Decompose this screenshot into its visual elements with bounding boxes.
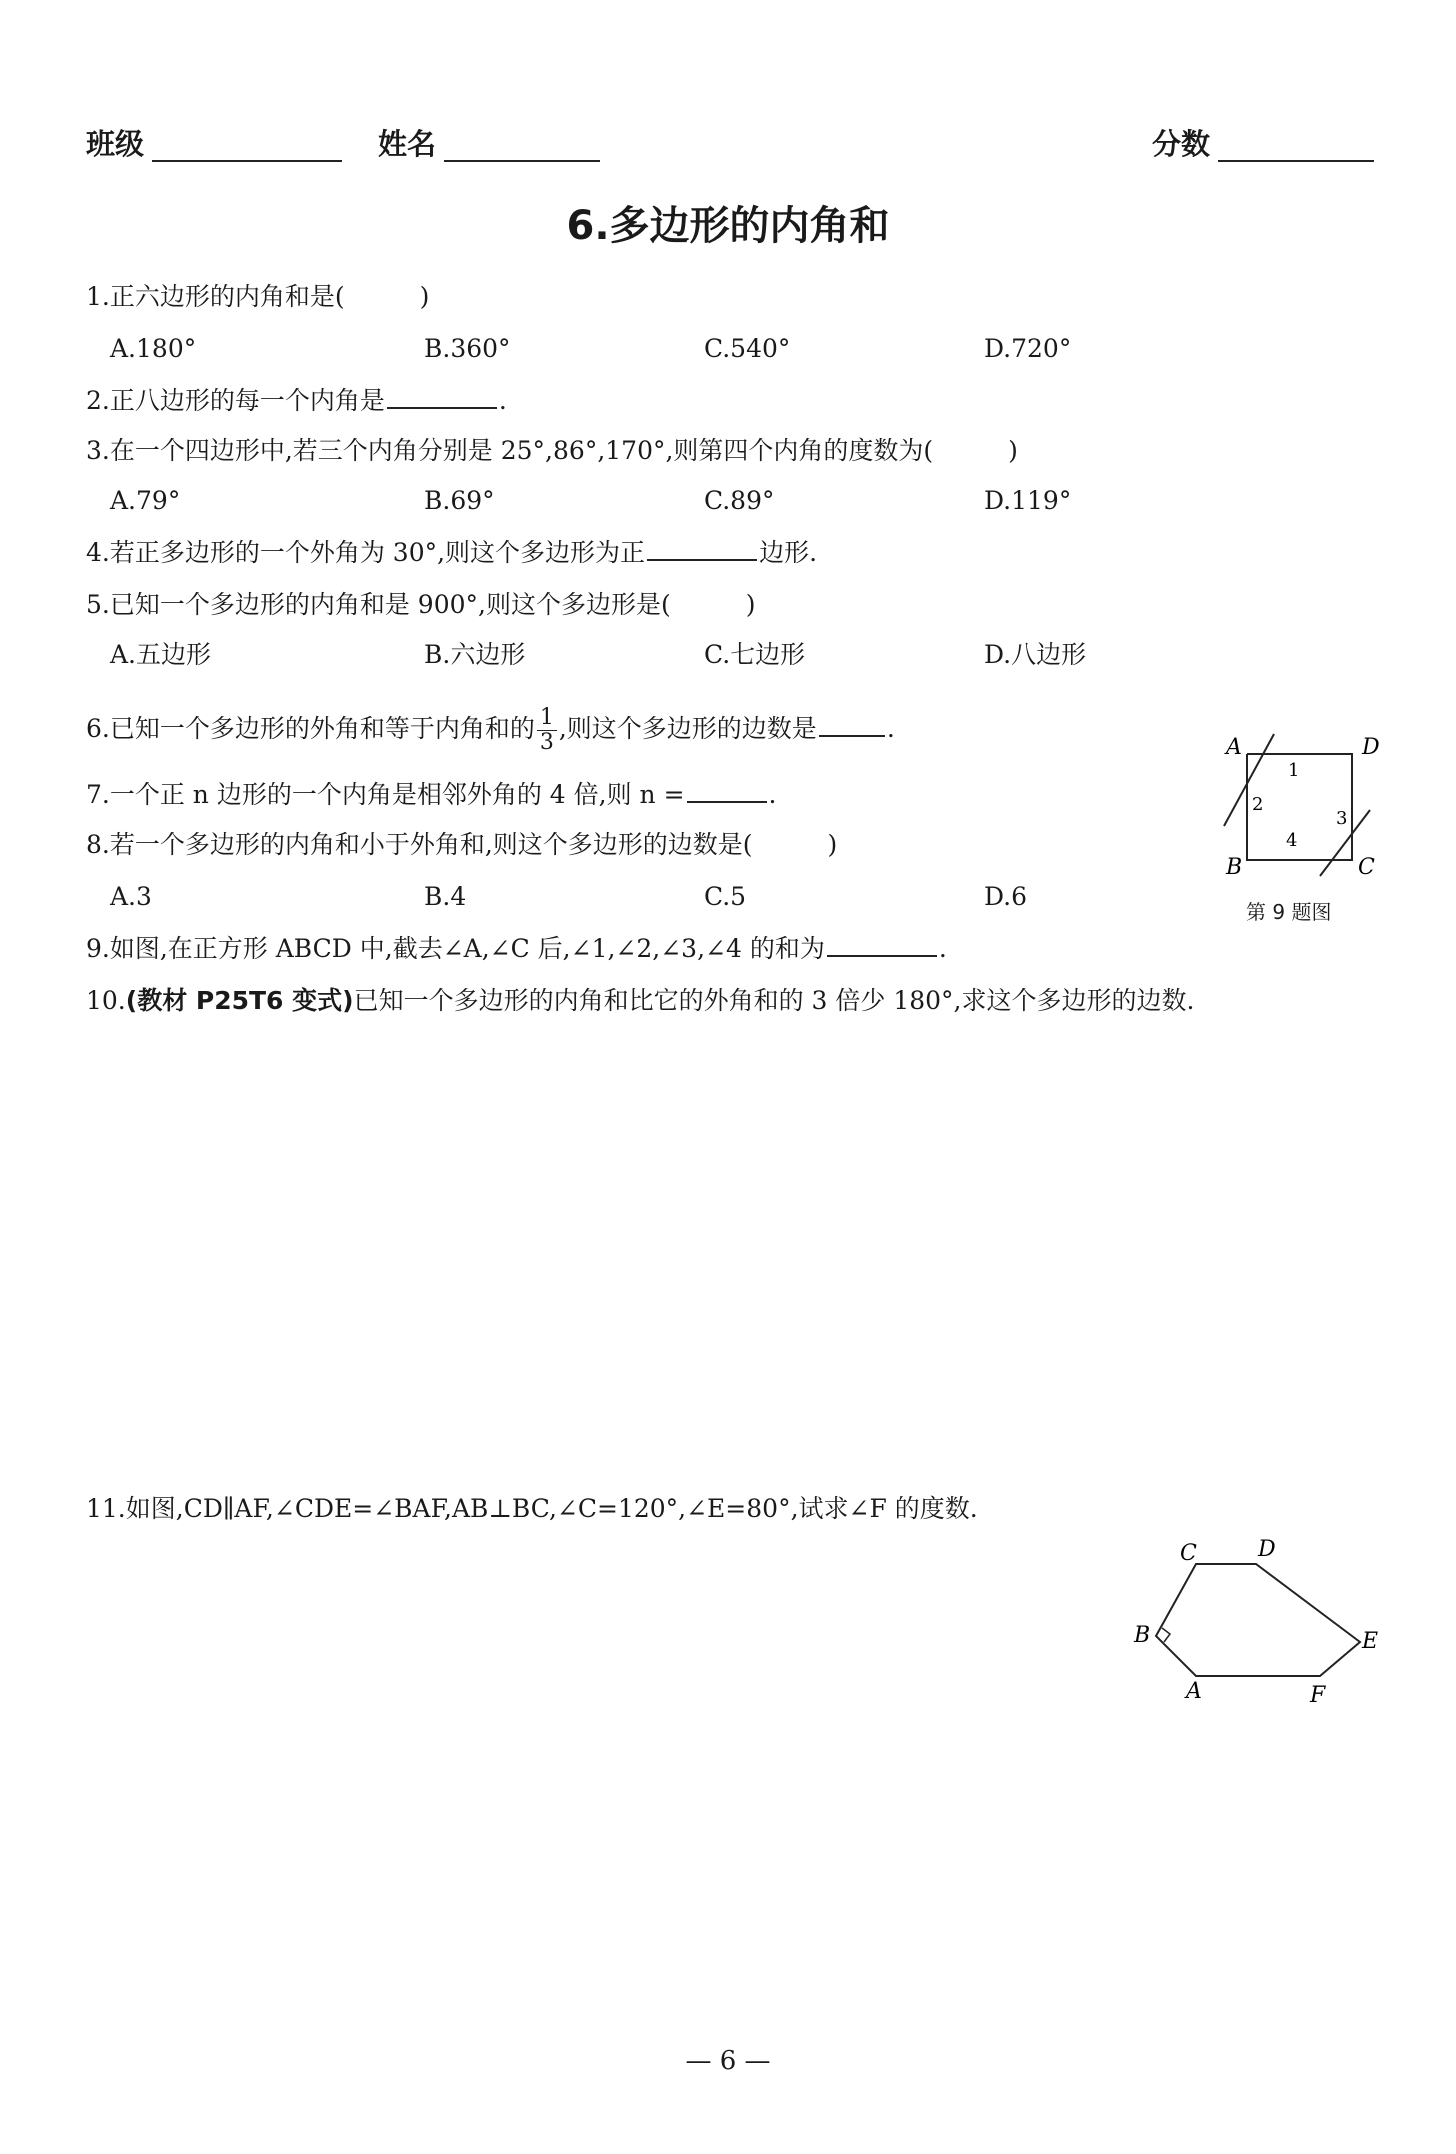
score-label: 分数 (1152, 127, 1211, 161)
q6-frac-denominator: 3 (539, 730, 554, 755)
q8-option-a: A.3 (110, 882, 152, 911)
fig11-right-angle-mark (1162, 1628, 1170, 1642)
question-1: 1.正六边形的内角和是( ) (86, 282, 430, 311)
question-2 (86, 384, 507, 418)
q2-text: 2.正八边形的每一个内角是 (86, 386, 385, 415)
q10-source-tag: (教材 P25T6 变式) (125, 986, 354, 1015)
q5-option-d: D.八边形 (984, 640, 1087, 669)
q9-answer-blank[interactable] (827, 933, 937, 957)
q6-mid: ,则这个多边形的边数是 (558, 714, 817, 743)
q1-option-c: C.540° (704, 334, 791, 363)
question-11: 11.如图,CD∥AF,∠CDE=∠BAF,AB⊥BC,∠C=120°,∠E=80°,试求∠F 的度数. (86, 1494, 978, 1523)
q7-post: . (768, 780, 777, 809)
fig9-angle-2: 2 (1252, 794, 1264, 815)
q10-text: 已知一个多边形的内角和比它的外角和的 3 倍少 180°,求这个多边形的边数. (353, 986, 1195, 1015)
q6-post: . (886, 714, 895, 743)
question-9 (86, 932, 947, 966)
fig11-label-d: D (1258, 1537, 1276, 1562)
question-3: 3.在一个四边形中,若三个内角分别是 25°,86°,170°,则第四个内角的度数为( ) (86, 436, 1018, 465)
q9-text: 9.如图,在正方形 ABCD 中,截去∠A,∠C 后,∠1,∠2,∠3,∠4 的和为 (86, 934, 825, 963)
fig9-label-c: C (1358, 855, 1375, 880)
q6-fraction (537, 706, 557, 755)
q3-option-d: D.119° (984, 486, 1072, 515)
q7-text: 7.一个正 n 边形的一个内角是相邻外角的 4 倍,则 n = (86, 780, 685, 809)
q5-option-c: C.七边形 (704, 640, 806, 669)
figure-11-hexagon-diagram (1126, 1536, 1396, 1706)
q10-prefix: 10. (86, 986, 126, 1015)
fig11-hexagon (1156, 1564, 1360, 1676)
fig9-angle-1: 1 (1288, 760, 1300, 781)
page-number: — 6 — (685, 2046, 771, 2076)
name-field[interactable] (444, 160, 600, 162)
q8-option-d: D.6 (984, 882, 1028, 911)
question-10 (86, 984, 1194, 1018)
q9-post: . (938, 934, 947, 963)
q1-option-b: B.360° (424, 334, 511, 363)
q4-text: 4.若正多边形的一个外角为 30°,则这个多边形为正 (86, 538, 646, 567)
fig9-label-a: A (1226, 735, 1242, 760)
q6-text: 6.已知一个多边形的外角和等于内角和的 (86, 714, 535, 743)
score-field[interactable] (1218, 160, 1374, 162)
page-title: 6.多边形的内角和 (566, 203, 890, 249)
question-4 (86, 536, 817, 570)
figure-9-caption: 第 9 题图 (1246, 900, 1332, 924)
q6-answer-blank[interactable] (819, 713, 885, 737)
fig9-angle-4: 4 (1286, 830, 1298, 851)
fig11-label-a: A (1186, 1679, 1202, 1704)
class-field[interactable] (152, 160, 342, 162)
fig11-label-e: E (1362, 1629, 1379, 1654)
q1-option-d: D.720° (984, 334, 1072, 363)
q1-option-a: A.180° (110, 334, 197, 363)
question-8: 8.若一个多边形的内角和小于外角和,则这个多边形的边数是( ) (86, 830, 838, 859)
q4-post: 边形. (759, 538, 818, 567)
fig11-label-f: F (1310, 1683, 1326, 1706)
fig11-label-c: C (1180, 1541, 1197, 1566)
question-7 (86, 778, 777, 812)
q3-option-a: A.79° (110, 486, 181, 515)
q7-answer-blank[interactable] (687, 779, 767, 803)
q2-answer-blank[interactable] (387, 385, 497, 409)
fig9-label-b: B (1226, 855, 1243, 880)
figure-9-square-diagram (1212, 726, 1402, 886)
name-label: 姓名 (378, 127, 437, 161)
class-label: 班级 (86, 127, 145, 161)
q5-option-b: B.六边形 (424, 640, 526, 669)
fig9-angle-3: 3 (1336, 808, 1348, 829)
fig9-label-d: D (1362, 735, 1380, 760)
q5-option-a: A.五边形 (110, 640, 212, 669)
q4-answer-blank[interactable] (647, 537, 757, 561)
question-5: 5.已知一个多边形的内角和是 900°,则这个多边形是( ) (86, 590, 756, 619)
q6-frac-numerator: 1 (537, 706, 557, 731)
q3-option-c: C.89° (704, 486, 775, 515)
q8-option-b: B.4 (424, 882, 467, 911)
q2-post: . (498, 386, 507, 415)
q8-option-c: C.5 (704, 882, 747, 911)
q3-option-b: B.69° (424, 486, 495, 515)
fig11-label-b: B (1134, 1623, 1151, 1648)
question-6 (86, 706, 895, 755)
